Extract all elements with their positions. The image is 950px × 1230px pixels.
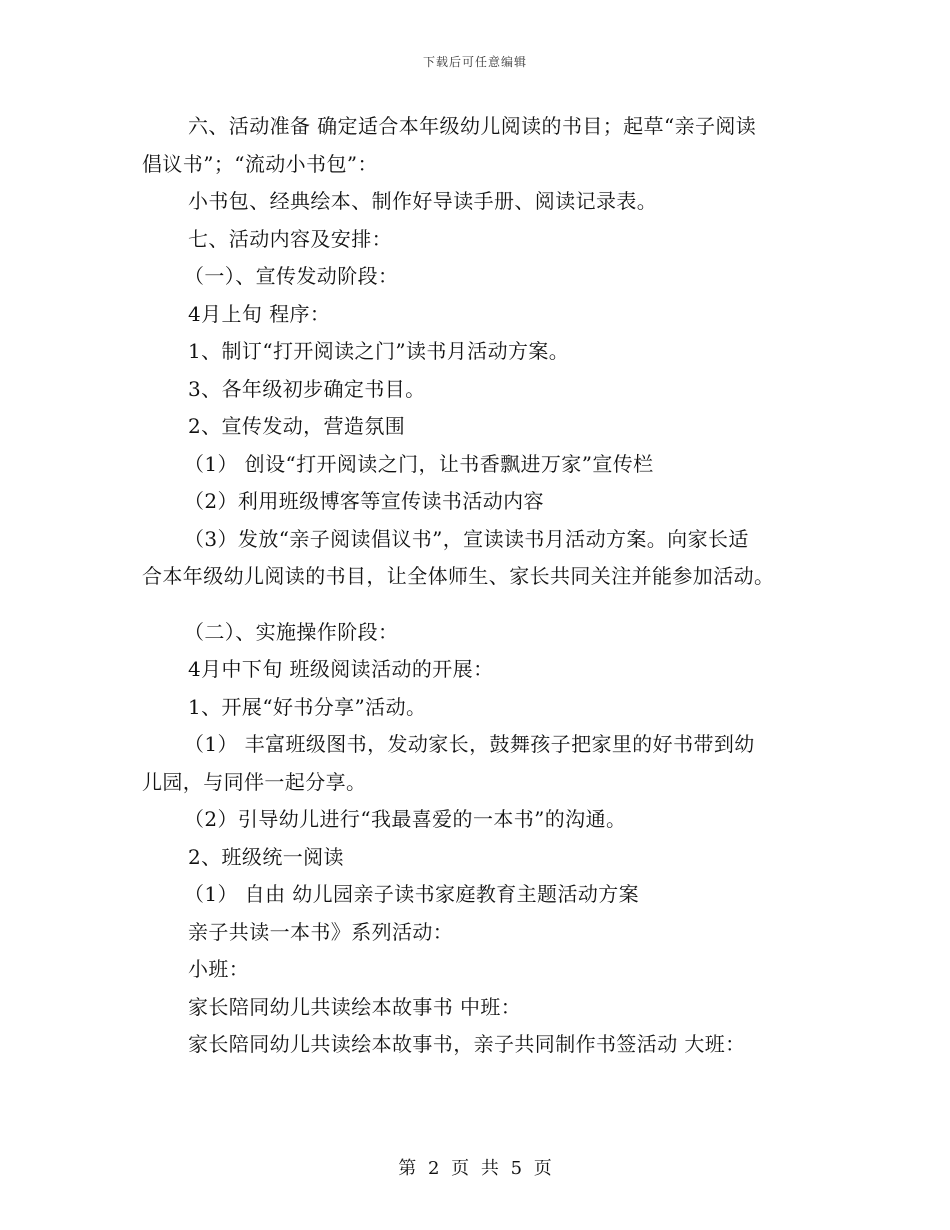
subsection-heading: （一）、宣传发动阶段：: [184, 264, 399, 288]
paragraph-line: 亲子共读一本书》系列活动：: [188, 919, 454, 944]
subsection-heading: （二）、实施操作阶段：: [184, 619, 399, 644]
section-heading: 七、活动内容及安排：: [188, 226, 392, 251]
paragraph-line: 3、各年级初步确定书目。: [188, 376, 426, 401]
paragraph-line: 1、开展“好书分享”活动。: [188, 694, 427, 719]
paragraph-gap: [142, 596, 812, 614]
page-header-note: 下载后可任意编辑: [422, 55, 527, 69]
paragraph-line: 小班：: [188, 957, 250, 981]
paragraph-line: 小书包、经典绘本、制作好导读手册、阅读记录表。: [188, 189, 658, 213]
paragraph-line: 1、制订“打开阅读之门”读书月活动方案。: [188, 339, 570, 363]
paragraph-line: 倡议书”；“流动小书包”：: [142, 151, 378, 176]
paragraph-line: 2、宣传发动，营造氛围: [188, 414, 406, 438]
list-item: （1） 创设“打开阅读之门，让书香飘进万家”宣传栏: [184, 451, 654, 476]
list-item: （1） 自由 幼儿园亲子读书家庭教育主题活动方案: [184, 882, 640, 906]
page-number: 第 2 页 共 5 页: [398, 1158, 552, 1179]
paragraph-line: 家长陪同幼儿共读绘本故事书 中班：: [188, 994, 522, 1019]
document-body: [142, 108, 812, 1064]
paragraph-line: 4月中下旬 班级阅读活动的开展：: [188, 657, 494, 681]
list-item: （2）利用班级博客等宣传读书活动内容: [184, 489, 544, 513]
paragraph-line: 2、班级统一阅读: [188, 844, 344, 869]
paragraph-line: 4月上旬 程序：: [188, 301, 331, 326]
list-item: （3）发放“亲子阅读倡议书”，宣读读书月活动方案。向家长适: [184, 526, 749, 551]
list-item: （2）引导幼儿进行“我最喜爱的一本书”的沟通。: [184, 807, 627, 831]
list-item: （1） 丰富班级图书，发动家长，鼓舞孩子把家里的好书带到幼: [184, 732, 755, 756]
paragraph-line: 儿园，与同伴一起分享。: [142, 769, 367, 794]
paragraph-line: 合本年级幼儿阅读的书目，让全体师生、家长共同关注并能参加活动。: [142, 564, 775, 588]
paragraph-line: 六、活动准备 确定适合本年级幼儿阅读的书目；起草“亲子阅读: [188, 114, 757, 138]
paragraph-line: 家长陪同幼儿共读绘本故事书，亲子共同制作书签活动 大班：: [188, 1032, 746, 1056]
